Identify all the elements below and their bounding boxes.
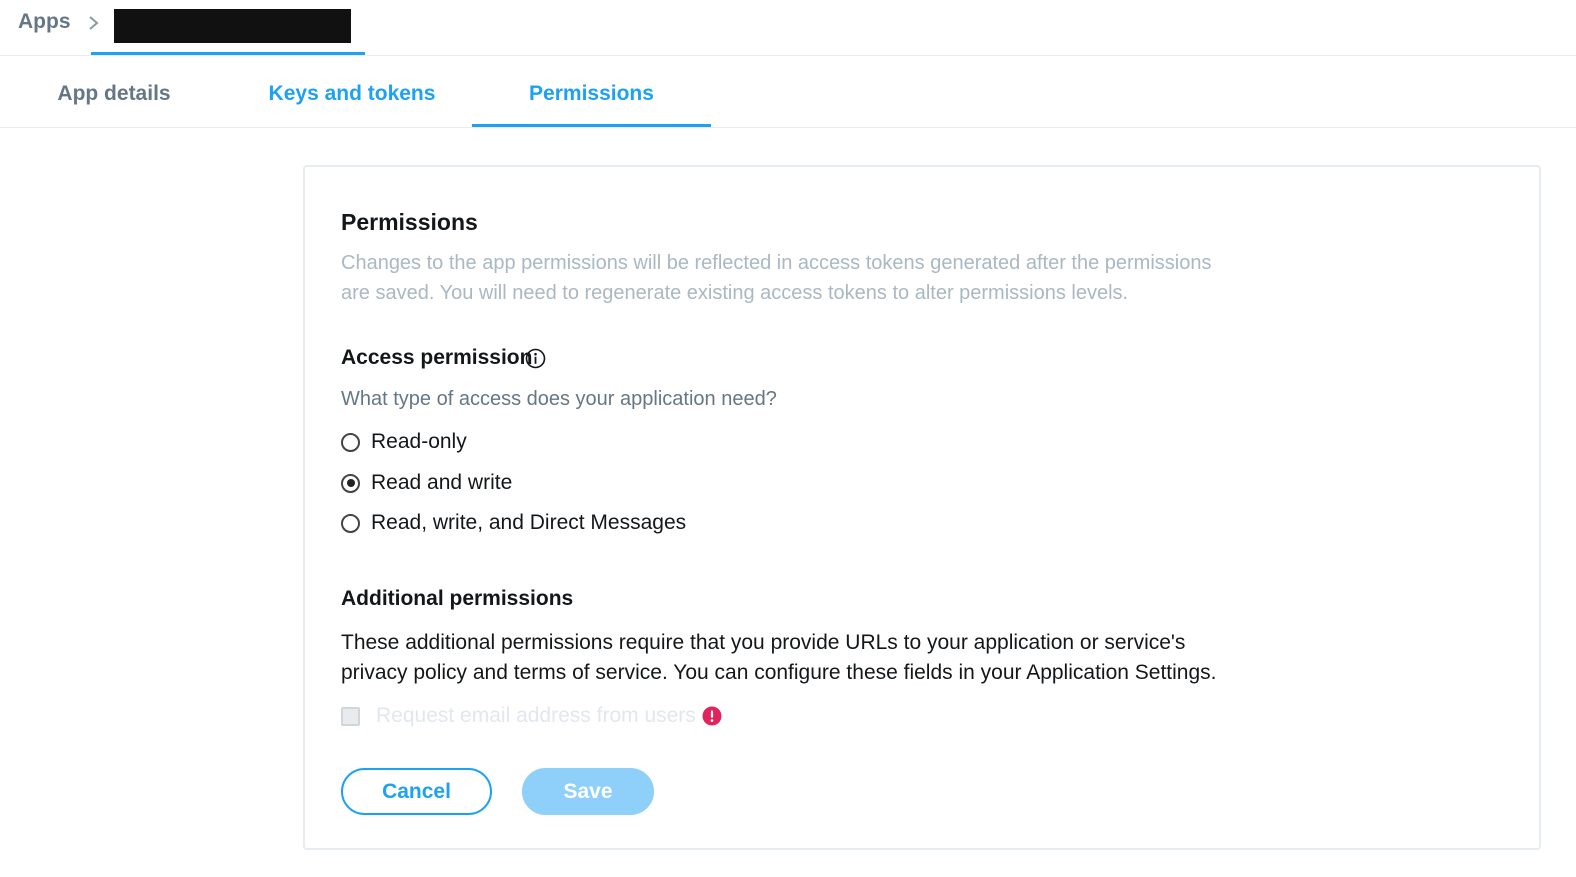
- radio-button-selected[interactable]: [341, 474, 360, 493]
- info-icon[interactable]: [525, 348, 546, 369]
- radio-read-only[interactable]: [341, 428, 467, 456]
- radio-read-and-write[interactable]: [341, 469, 512, 497]
- radio-label: Read and write: [371, 471, 513, 494]
- alert-icon[interactable]: [702, 706, 722, 726]
- permissions-description: Changes to the app permissions will be reflected in access tokens generated after the permissions are saved. You will need to regenerate existing access tokens to alter permissions levels.: [341, 252, 1212, 304]
- tab-keys-and-tokens[interactable]: Keys and tokens: [268, 82, 436, 105]
- tab-app-details[interactable]: App details: [57, 82, 171, 105]
- email-request-checkbox[interactable]: [341, 707, 360, 726]
- email-request-row: [341, 702, 722, 730]
- additional-permissions-description: These additional permissions require that you provide URLs to your application or service's privacy policy and terms of service. You can configure these fields in your Application Settings.: [341, 631, 1217, 684]
- active-tab-indicator: [472, 124, 711, 127]
- access-permission-title: Access permission: [341, 346, 533, 369]
- access-question: What type of access does your application need?: [341, 388, 777, 410]
- tab-permissions[interactable]: Permissions: [529, 82, 654, 105]
- redacted-app-name: [114, 9, 351, 43]
- email-request-label: Request email address from users: [376, 704, 696, 727]
- tab-bar: [0, 56, 1576, 128]
- radio-button[interactable]: [341, 433, 360, 452]
- radio-label: Read-only: [371, 430, 467, 453]
- permissions-title: Permissions: [341, 209, 478, 235]
- breadcrumb-apps-link[interactable]: Apps: [18, 10, 71, 33]
- additional-permissions-title: Additional permissions: [341, 587, 574, 610]
- top-bar: [0, 0, 1576, 56]
- breadcrumb-active-indicator: [91, 52, 365, 55]
- chevron-right-icon: [86, 12, 102, 34]
- radio-label: Read, write, and Direct Messages: [371, 511, 687, 534]
- radio-button[interactable]: [341, 514, 360, 533]
- save-button[interactable]: Save: [522, 768, 654, 815]
- cancel-button[interactable]: Cancel: [341, 768, 492, 815]
- permissions-card: [303, 165, 1541, 850]
- radio-read-write-dm[interactable]: [341, 509, 686, 537]
